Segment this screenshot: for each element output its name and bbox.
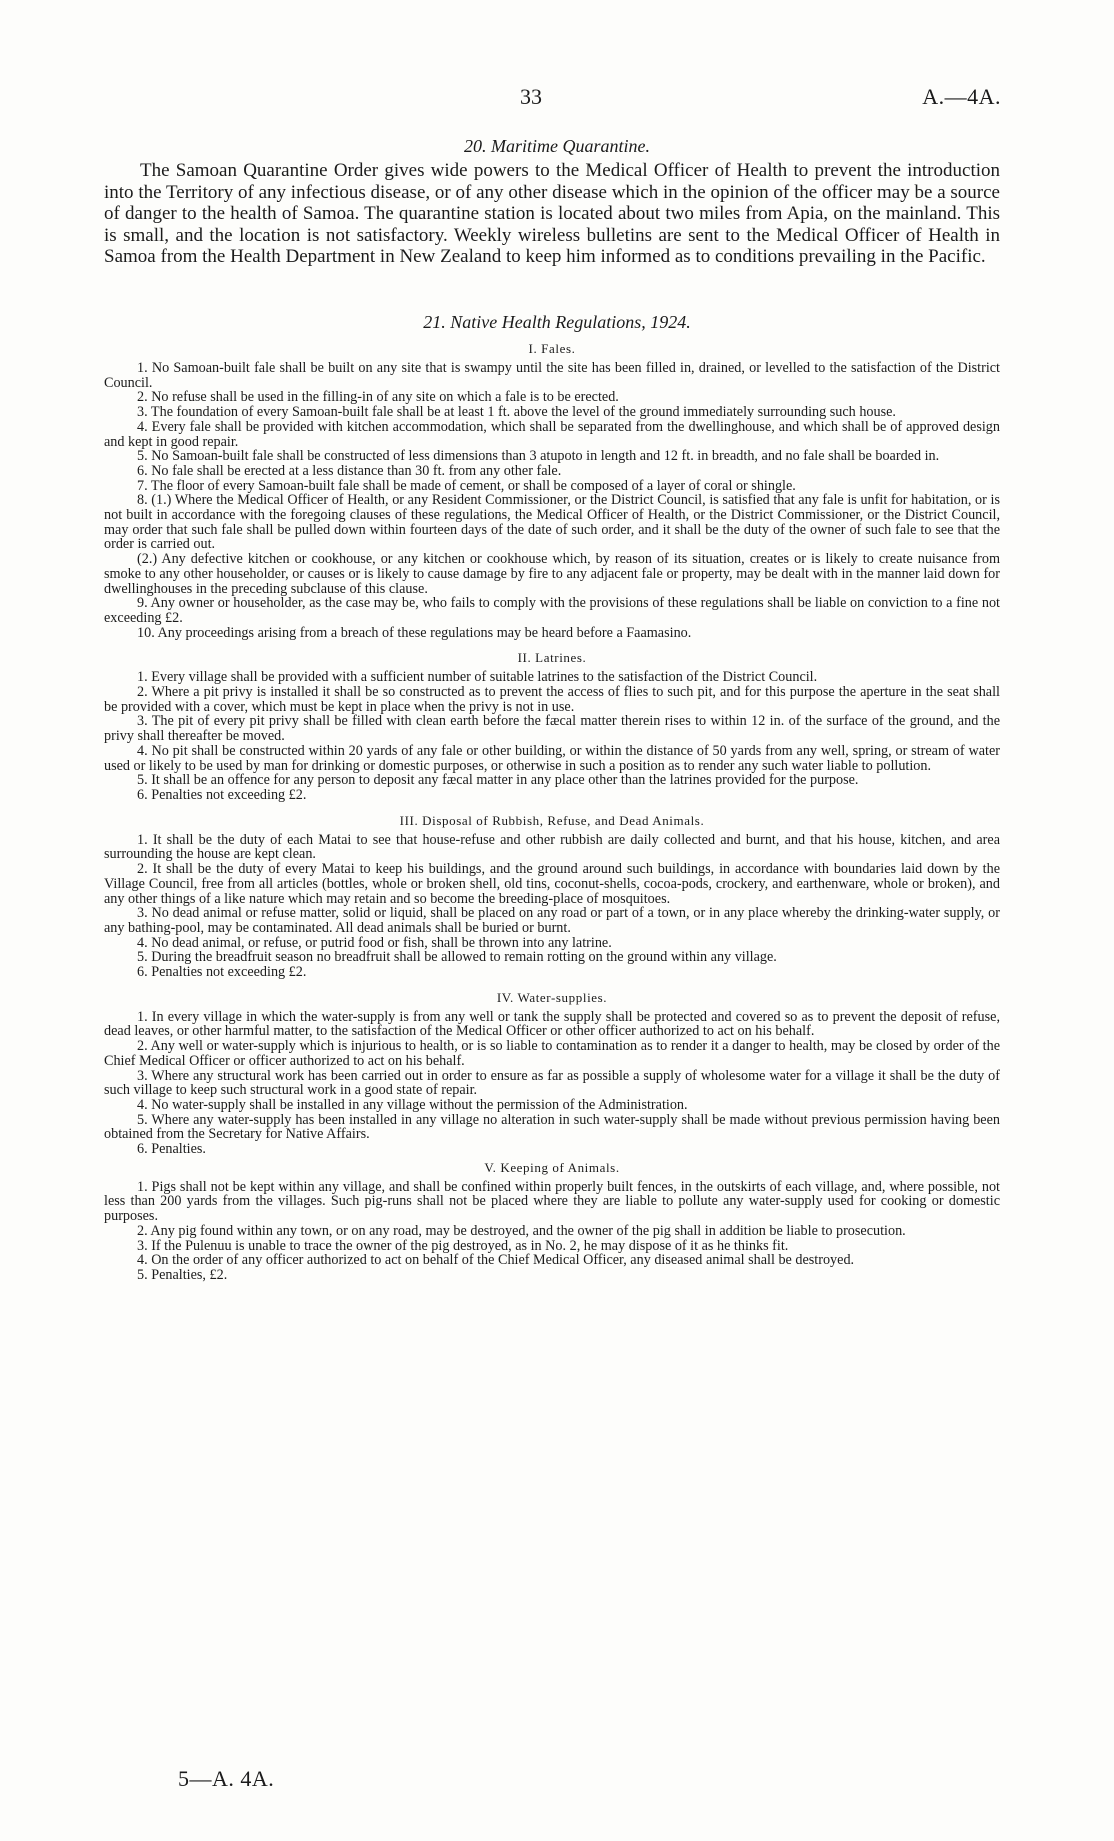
clause-fales-2: 2. No refuse shall be used in the filling-in of any site on which a fale is to be erected. [137, 389, 619, 406]
clause-fales-7: 7. The floor of every Samoan-built fale shall be made of cement, or shall be composed of a layer of coral or shingle. [137, 477, 796, 494]
clause-water-2: 2. Any well or water-supply which is injurious to health, or is so liable to contamination as to render it a danger to health, may be closed by order of the Chief Medical Officer or officer authorized to act on his behalf. [104, 1038, 1000, 1069]
clause-animals-3: 3. If the Pulenuu is unable to trace the owner of the pig destroyed, as in No. 2, he may dispose of it as he thinks fit. [137, 1237, 789, 1254]
clause-water-4: 4. No water-supply shall be installed in any village without the permission of the Administration. [137, 1096, 688, 1113]
maritime-quarantine-paragraph: The Samoan Quarantine Order gives wide powers to the Medical Officer of Health to prevent the introduction into the Territory of any infectious disease, or of any other disease which in the opinion of the officer may be a source of danger to the health of Samoa. The quarantine station is located about two miles from Apia, on the mainland. This is small, and the location is not satisfactory. Weekly wireless bulletins are sent to the Medical Officer of Health in Samoa from the Health Department in New Zealand to keep him informed as to conditions prevailing in the Pacific. [104, 160, 1000, 268]
clause-latrines-1: 1. Every village shall be provided with a sufficient number of suitable latrines to the satisfaction of the District Council. [137, 669, 818, 686]
clause-animals-2: 2. Any pig found within any town, or on any road, may be destroyed, and the owner of the pig shall in addition be liable to prosecution. [137, 1222, 906, 1239]
subheading-keeping-of-animals: V. Keeping of Animals. [484, 1159, 620, 1175]
clause-rubbish-1: 1. It shall be the duty of each Matai to see that house-refuse and other rubbish are daily collected and burnt, and that his house, kitchen, and area surrounding the house are kept clean. [104, 831, 1000, 863]
clause-fales-8-1: 8. (1.) Where the Medical Officer of Health, or any Resident Commissioner, or the District Council, is satisfied that any fale is unfit for habitation, or is not built in accordance with the foregoing clauses of these regulations, the Medical Officer of Health, or the District Commissioner, or the District Council, may order that such fale shall be pulled down within fourteen days of the date of such order, and it shall be the duty of the owner of such fale to see that the order is carried out. [104, 492, 1000, 553]
clause-latrines-6: 6. Penalties not exceeding £2. [137, 786, 307, 803]
document-reference: A.—4A. [922, 84, 1001, 109]
clause-water-5: 5. Where any water-supply has been installed in any village no alteration in such water-supply shall be made without previous permission having been obtained from the Secretary for Native Affairs. [104, 1111, 1000, 1143]
clause-fales-3: 3. The foundation of every Samoan-built fale shall be at least 1 ft. above the level of the ground immediately surrounding such house. [137, 404, 896, 421]
clause-water-1: 1. In every village in which the water-supply is from any well or tank the supply shall be protected and covered so as to prevent the deposit of refuse, dead leaves, or other harmful matter, to the satisfaction of the Medical Officer or other officer authorized to act on his behalf. [104, 1008, 1000, 1040]
page-number: 33 [520, 84, 542, 109]
clause-latrines-5: 5. It shall be an offence for any person to deposit any fæcal matter in any place other than the latrines provided for the purpose. [137, 772, 859, 789]
clause-fales-5: 5. No Samoan-built fale shall be constructed of less dimensions than 3 atupoto in length and 12 ft. in breadth, and no fale shall be boarded in. [137, 448, 940, 465]
clause-latrines-2: 2. Where a pit privy is installed it shall be so constructed as to prevent the access of flies to such pit, and for this purpose the aperture in the seat shall be provided with a cover, which must be kept in place when the privy is not in use. [104, 684, 1000, 715]
clause-fales-6: 6. No fale shall be erected at a less distance than 30 ft. from any other fale. [137, 462, 562, 479]
subheading-water-supplies: IV. Water-supplies. [496, 989, 608, 1005]
clause-fales-9: 9. Any owner or householder, as the case may be, who fails to comply with the provisions of these regulations shall be liable on conviction to a fine not exceeding £2. [104, 595, 1000, 626]
clause-animals-5: 5. Penalties, £2. [137, 1266, 228, 1283]
subheading-rubbish: III. Disposal of Rubbish, Refuse, and Dead Animals. [399, 812, 705, 828]
clause-rubbish-4: 4. No dead animal, or refuse, or putrid food or fish, shall be thrown into any latrine. [137, 934, 612, 951]
clause-latrines-3: 3. The pit of every pit privy shall be filled with clean earth before the fæcal matter therein rises to within 12 in. of the surface of the ground, and the privy shall thereafter be moved. [104, 713, 1000, 745]
page-header [0, 84, 1114, 118]
clause-rubbish-3: 3. No dead animal or refuse matter, solid or liquid, shall be placed on any road or part of a town, or in any place whereby the drinking-water supply, or any bathing-pool, may be contaminated. All dead animals shall be buried or burnt. [104, 905, 1000, 936]
clause-rubbish-5: 5. During the breadfruit season no breadfruit shall be allowed to remain rotting on the ground within any village. [137, 949, 777, 966]
clause-fales-4: 4. Every fale shall be provided with kitchen accommodation, which shall be separated from the dwellinghouse, and which shall be of approved design and kept in good repair. [104, 418, 1000, 450]
clause-fales-10: 10. Any proceedings arising from a breach of these regulations may be heard before a Faamasino. [137, 624, 692, 641]
section-title-maritime-quarantine: 20. Maritime Quarantine. [464, 136, 650, 156]
clause-latrines-4: 4. No pit shall be constructed within 20 yards of any fale or other building, or within the distance of 50 yards from any well, spring, or stream of water used or likely to be used by man for drinking or domestic purposes, or otherwise in such a position as to render any such water liable to pollution. [104, 742, 1000, 774]
clause-animals-1: 1. Pigs shall not be kept within any village, and shall be confined within properly built fences, in the outskirts of each village, and, where possible, not less than 200 yards from the villages. Such pig-runs shall not be placed where they are liable to pollute any water-supply used for cooking or domestic purposes. [104, 1178, 1000, 1225]
page-signature: 5—A. 4A. [178, 1766, 275, 1791]
clause-rubbish-2: 2. It shall be the duty of every Matai to keep his buildings, and the ground around such buildings, in accordance with boundaries laid down by the Village Council, free from all articles (bottles, whole or broken shell, old tins, coconut-shells, cocoa-pods, crockery, and earthenware, whole or broken), and any other things of a like nature which may retain and so become the breeding-place of mosquitoes. [104, 861, 1000, 907]
subheading-fales: I. Fales. [528, 341, 576, 356]
regulations-body [104, 338, 1000, 1283]
clause-fales-8-2: (2.) Any defective kitchen or cookhouse, or any kitchen or cookhouse which, by reason of its situation, creates or is likely to create nuisance from smoke to any other householder, or causes or is likely to cause damage by fire to any adjacent fale or property, may be dealt with in the manner laid down for dwellinghouses in the preceding subclause of this clause. [104, 551, 1000, 597]
subheading-latrines: II. Latrines. [517, 650, 587, 666]
clause-animals-4: 4. On the order of any officer authorized to act on behalf of the Chief Medical Officer, any diseased animal shall be destroyed. [137, 1252, 855, 1269]
section-title-native-health-regulations: 21. Native Health Regulations, 1924. [423, 312, 691, 332]
clause-fales-1: 1. No Samoan-built fale shall be built on any site that is swampy until the site has been filled in, drained, or levelled to the satisfaction of the District Council. [104, 360, 1000, 391]
clause-water-3: 3. Where any structural work has been carried out in order to ensure as far as possible a supply of wholesome water for a village it shall be the duty of such village to keep such structural work in a good state of repair. [104, 1067, 1000, 1099]
clause-water-6: 6. Penalties. [137, 1141, 206, 1158]
clause-rubbish-6: 6. Penalties not exceeding £2. [137, 964, 307, 981]
